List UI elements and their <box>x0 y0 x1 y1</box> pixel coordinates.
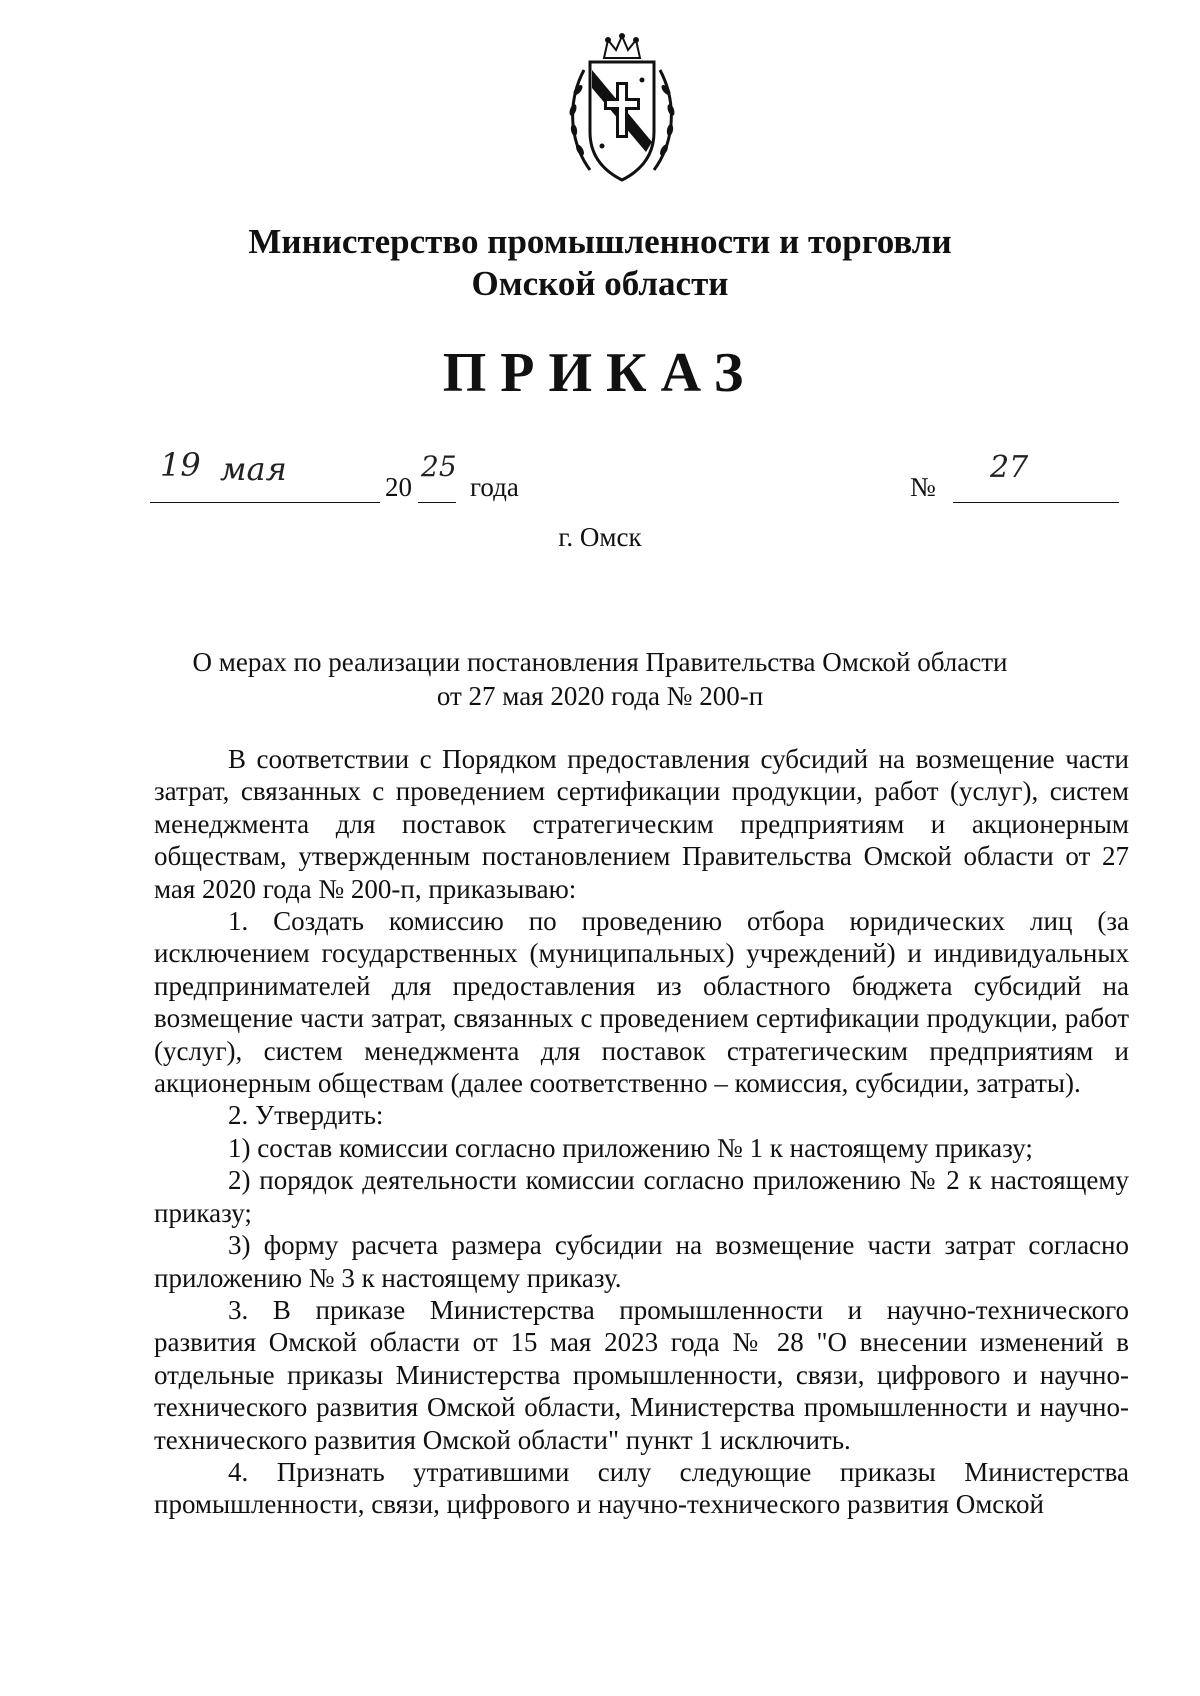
date-underline <box>150 502 380 503</box>
paragraph-preamble: В соответствии с Порядком предоставления субсидий на возмещение части затрат, связанных с проведением сертификации продукции, работ (услуг), систем менеджмента для поставок стратегическим предприятиям и акционерным обществам, утвержденным постановлением Правительства Омской области от 27 мая 2020 года № 200-п, приказываю: <box>154 744 1129 904</box>
date-number-row <box>150 446 1120 512</box>
paragraph-item-4: 4. Признать утратившими силу следующие приказы Министерства промышленности, связи, цифрового и научно-технического развития Омской <box>154 1456 1129 1520</box>
year-suffix-handwritten: 25 <box>421 450 457 483</box>
document-body <box>154 743 1129 1521</box>
document-type-title: ПРИКАЗ <box>442 342 758 404</box>
date-day-handwritten: 19 <box>160 446 201 484</box>
year-word: года <box>470 472 519 502</box>
paragraph-item-1: 1. Создать комиссию по проведению отбора юридических лиц (за исключением государственных (муниципальных) учреждений) и индивидуальных предпринимателей для предоставления из областного бюджета субсидий на возмещение части затрат, связанных с проведением сертификации продукции, работ (услуг), систем менеджмента для поставок стратегическим предприятиям и акционерным обществам (далее соответственно – комиссия, субсидии, затраты). <box>154 906 1129 1099</box>
document-number-handwritten: 27 <box>990 450 1029 485</box>
paragraph-subitem-2: 2) порядок деятельности комиссии согласно приложению № 2 к настоящему приказу; <box>154 1165 1129 1228</box>
coat-of-arms-icon <box>560 30 684 190</box>
subject-line1: О мерах по реализации постановления Правительства Омской области <box>192 647 1008 677</box>
paragraph-item-2: 2. Утвердить: <box>228 1100 384 1131</box>
date-month-handwritten: мая <box>220 450 287 488</box>
subject-line2: от 27 мая 2020 года № 200-п <box>436 681 764 711</box>
paragraph-item-3: 3. В приказе Министерства промышленности и научно-технического развития Омской области от 15 мая 2023 года № 28 "О внесении изменений в отдельные приказы Министерства промышленности, связи, цифрового и научно-технического развития Омской области, Министерства промышленности и научно-технического развития Омской области" пункт 1 исключить. <box>154 1294 1129 1455</box>
city-name: г. Омск <box>558 522 642 552</box>
ministry-name-line2: Омской области <box>471 264 729 303</box>
year-prefix: 20 <box>385 472 412 502</box>
ministry-name-line1: Министерство промышленности и торговли <box>248 222 952 261</box>
number-sign: № <box>910 472 936 502</box>
number-underline <box>953 502 1119 503</box>
paragraph-subitem-3: 3) форму расчета размера субсидии на возмещение части затрат согласно приложению № 3 к настоящему приказу. <box>154 1230 1129 1293</box>
year-underline <box>418 502 456 503</box>
paragraph-subitem-1: 1) состав комиссии согласно приложению № 1 к настоящему приказу; <box>228 1132 1033 1163</box>
